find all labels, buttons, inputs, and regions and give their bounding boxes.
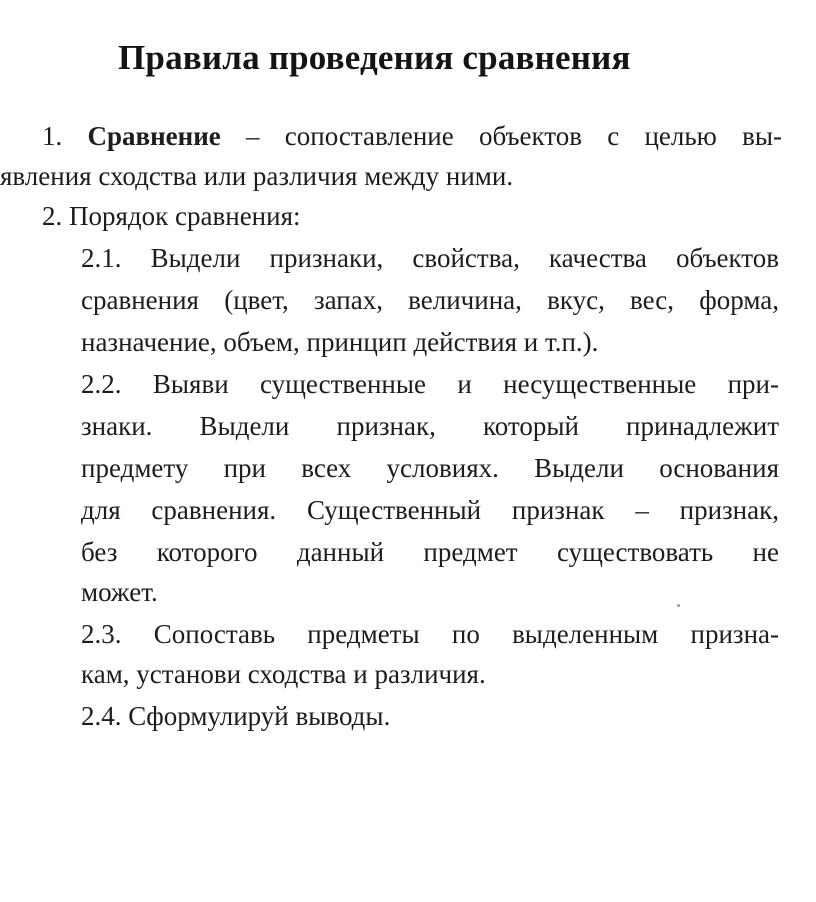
scan-speck xyxy=(677,604,680,607)
item-1-definition-start: – сопоставление объектов с целью вы- xyxy=(220,121,782,151)
item-2-2-line-6: может. xyxy=(81,577,158,607)
item-2-3-line-1: 2.3. Сопоставь предметы по выделенным призна- xyxy=(81,619,779,649)
item-2-1-line-1: 2.1. Выдели признаки, свойства, качества объектов xyxy=(81,243,779,273)
item-2-3-line-2: кам, установи сходства и различия. xyxy=(81,659,486,689)
item-2-1-line-3: назначение, объем, принцип действия и т.п.). xyxy=(81,327,599,357)
item-2-1-line-2: сравнения (цвет, запах, величина, вкус, вес, форма, xyxy=(81,285,779,315)
item-2-2-line-3: предмету при всех условиях. Выдели основания xyxy=(81,453,779,483)
item-1-line-2: явления сходства или различия между ними. xyxy=(0,161,514,191)
item-1-term: Сравнение xyxy=(87,121,221,151)
page-title: Правила проведения сравнения xyxy=(118,38,631,77)
item-2-2-line-4: для сравнения. Существенный признак – признак, xyxy=(81,495,779,525)
item-2-4-line: 2.4. Сформулируй выводы. xyxy=(81,701,391,731)
item-1-number: 1. xyxy=(42,121,63,151)
item-2-heading: 2. Порядок сравнения: xyxy=(42,201,301,231)
item-2-2-line-2: знаки. Выдели признак, который принадлежит xyxy=(81,411,779,441)
item-2-2-line-1: 2.2. Выяви существенные и несущественные при- xyxy=(81,369,779,399)
item-2-2-line-5: без которого данный предмет существовать не xyxy=(81,537,779,567)
item-1-line-1 xyxy=(42,119,782,153)
